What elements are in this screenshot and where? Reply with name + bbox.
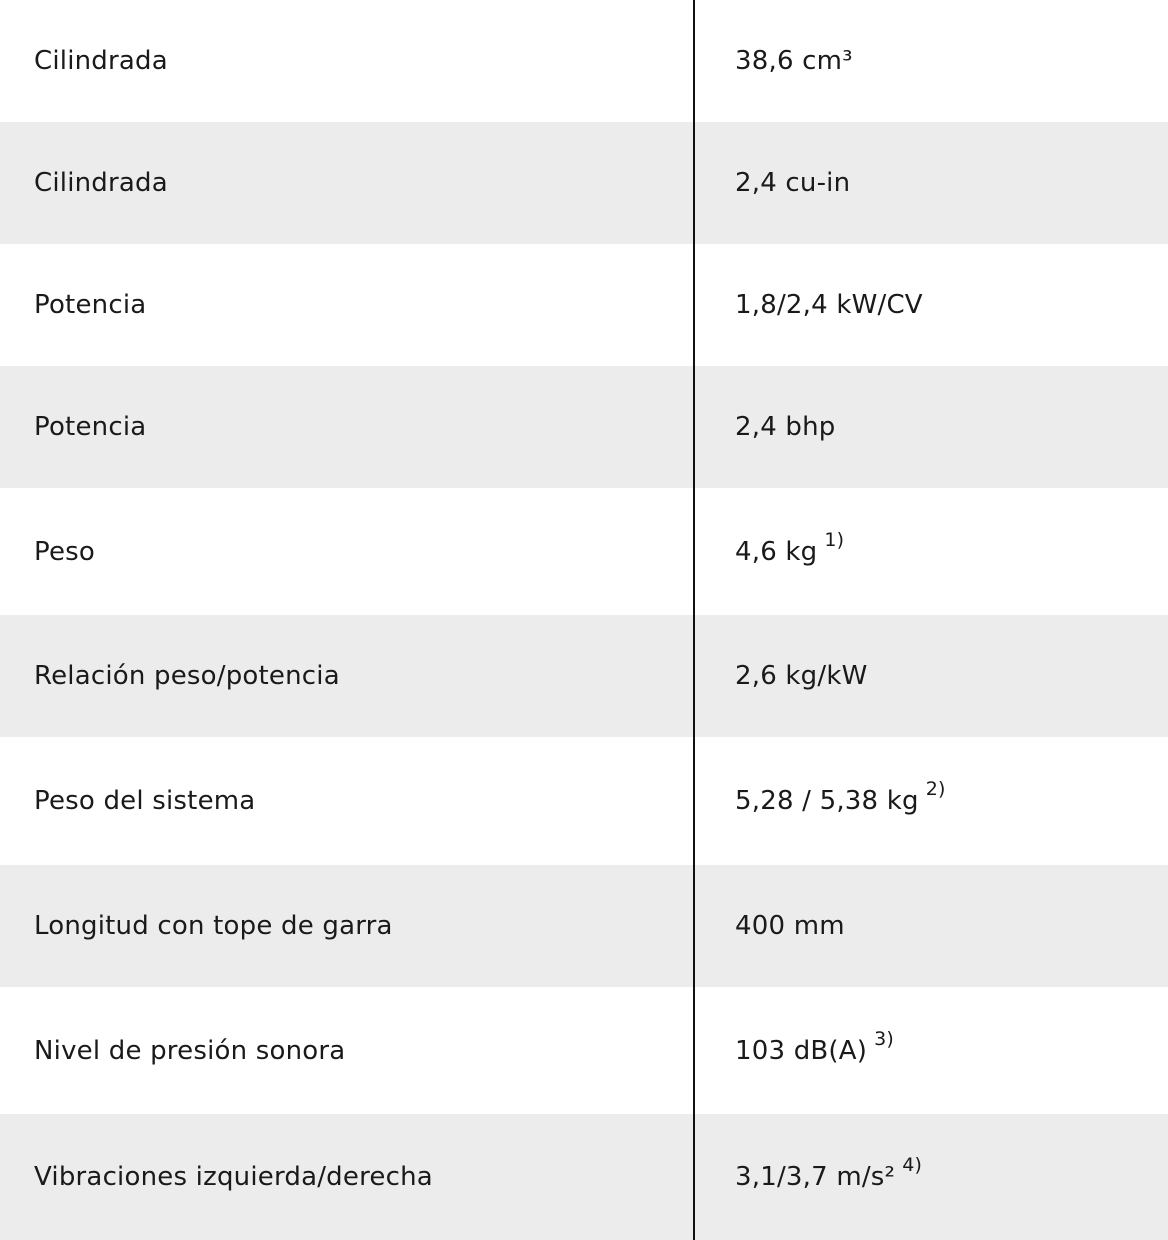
spec-value-text: 2,6 kg/kW (735, 661, 868, 691)
spec-value (694, 244, 1168, 366)
spec-value (694, 615, 1168, 737)
spec-row-weight (0, 488, 1168, 615)
spec-value-text: 3,1/3,7 m/s² (735, 1162, 896, 1192)
spec-row-displacement-cuin (0, 122, 1168, 244)
spec-value (694, 0, 1168, 122)
spec-value (694, 366, 1168, 488)
spec-value-text: 5,28 / 5,38 kg (735, 786, 919, 816)
spec-row-power-kw (0, 244, 1168, 366)
spec-value (694, 865, 1168, 987)
spec-value (694, 122, 1168, 244)
spec-label: Nivel de presión sonora (34, 1035, 346, 1066)
footnote-marker: 2) (925, 778, 946, 800)
spec-row-displacement-cc (0, 0, 1168, 122)
spec-value (694, 987, 1168, 1114)
spec-row-power-to-weight (0, 615, 1168, 737)
spec-value (694, 488, 1168, 615)
spec-label: Cilindrada (34, 46, 168, 76)
spec-value-text: 38,6 cm³ (735, 46, 853, 76)
spec-label: Longitud con tope de garra (34, 911, 393, 941)
spec-value-text: 1,8/2,4 kW/CV (735, 290, 923, 320)
spec-value (694, 737, 1168, 865)
spec-value-text: 2,4 bhp (735, 412, 836, 442)
footnote-marker: 4) (902, 1154, 923, 1176)
spec-label: Peso del sistema (34, 786, 256, 816)
spec-label: Peso (34, 536, 96, 567)
footnote-marker: 1) (824, 528, 845, 551)
spec-label: Cilindrada (34, 168, 168, 198)
spec-row-sound-pressure (0, 987, 1168, 1114)
spec-row-power-bhp (0, 366, 1168, 488)
spec-label: Relación peso/potencia (34, 661, 340, 691)
column-divider (693, 0, 695, 1240)
spec-value-text: 2,4 cu-in (735, 168, 851, 198)
spec-value-text: 400 mm (735, 911, 845, 941)
spec-label: Potencia (34, 412, 147, 442)
spec-label: Potencia (34, 290, 147, 320)
spec-label: Vibraciones izquierda/derecha (34, 1162, 433, 1192)
footnote-marker: 3) (874, 1027, 895, 1050)
spec-row-length (0, 865, 1168, 987)
spec-row-vibration (0, 1114, 1168, 1240)
spec-value-text: 4,6 kg (735, 536, 818, 567)
spec-row-system-weight (0, 737, 1168, 865)
spec-value (694, 1114, 1168, 1240)
spec-value-text: 103 dB(A) (735, 1035, 868, 1066)
